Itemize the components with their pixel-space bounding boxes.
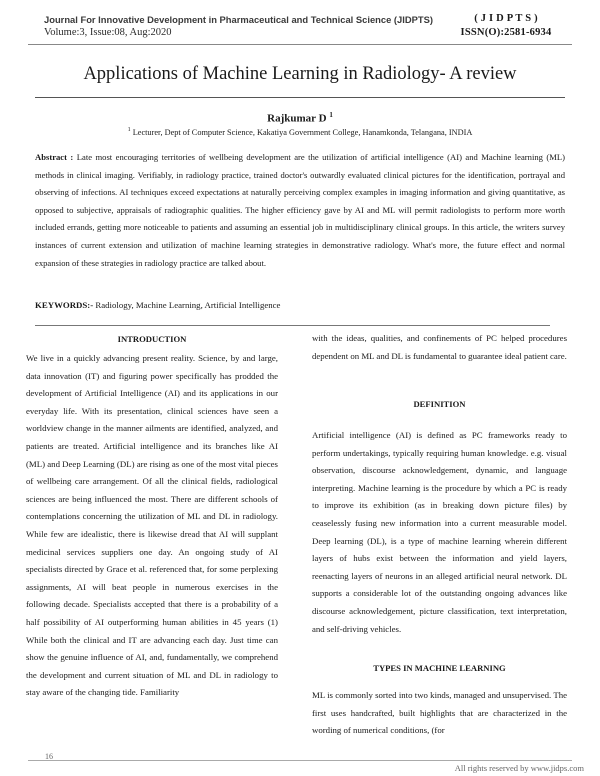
keywords-rule bbox=[35, 325, 550, 326]
abstract-label: Abstract : bbox=[35, 152, 74, 162]
keywords bbox=[35, 300, 280, 310]
author-name: Rajkumar D bbox=[267, 112, 327, 125]
journal-issn: ISSN(O):2581-6934 bbox=[460, 27, 552, 38]
author-sup: 1 bbox=[329, 111, 333, 119]
definition-text: Artificial intelligence (AI) is defined as PC frameworks ready to perform undertakings, typically requiring human knowledge. e.g. visual observation, discourse acknowledgement, dynamic, and language interpreting. Machine learning is the procedure by which a PC is ready to improve its exhibition (as in breaking down picture files) by ceaselessly fusing new information into a current measurable model. Deep learning (DL), is a type of machine learning wherein different layers of hubs exist between the information and yield layers, reenacting layers of neurons in an alleged artificial neural network. DL supports a considerable lot of the outstanding ongoing advances like discourse acknowledgement, picture classification, text interpretation, and self-driving vehicles. bbox=[312, 430, 567, 634]
journal-name: Journal For Innovative Development in Pharmaceutical and Technical Science (JIDPTS) bbox=[44, 14, 433, 25]
abstract bbox=[35, 149, 565, 272]
journal-volume: Volume:3, Issue:08, Aug:2020 bbox=[44, 27, 172, 38]
introduction-text: We live in a quickly advancing present reality. Science, by and large, data innovation (IT) and figuring power specifically has prodded the development of Artificial Intelligence (AI) and its applications in our everyday life. With its presentation, clinical sciences have seen a worldview change in the manner ailments are identified, analyzed, and patients are treated. Artificial intelligence and its branches like AI (ML) and Deep Learning (DL) are rising as one of the most vital pieces of wellbeing care arrangement. Of all the clinical fields, radiological sciences are being influenced the most. There are different schools of contemplations concerning the utilization of ML and DL in radiology. While few are idealistic, there is likewise dread that AI will supplant medicinal services suppliers one day. An ongoing study of AI specialists directed by Grace et al. referenced that, for some perplexing assignments, AI will beat people in numerous exercises in the following decade. Specialists accepted that there is a probability of a half possibility of AI outperforming human abilities in 45 years (1) While both the clinical and IT are advancing each day. Just time can show the genuine influence of AI, and, fundamentally, we comprehend the development and current situation of ML and DL in radiology to stay aware of the changing tide. Familiarity bbox=[26, 353, 278, 698]
footer-rule bbox=[28, 760, 572, 761]
journal-issn-block bbox=[446, 12, 566, 40]
footer-rights: All rights reserved by www.jidps.com bbox=[454, 763, 584, 773]
page-number: 16 bbox=[45, 752, 53, 761]
keywords-label: KEYWORDS:- bbox=[35, 300, 94, 310]
journal-abbr: ( J I D P T S ) bbox=[474, 13, 538, 24]
journal-header bbox=[44, 13, 433, 39]
introduction-heading: INTRODUCTION bbox=[117, 334, 187, 344]
affiliation-sup: 1 bbox=[127, 127, 131, 133]
affiliation: Lecturer, Dept of Computer Science, Kakatiya Government College, Hanamkonda, Telangana, INDIA bbox=[132, 127, 473, 137]
definition-heading: DEFINITION bbox=[413, 399, 466, 409]
affiliation-line bbox=[0, 127, 600, 137]
title-rule bbox=[35, 97, 565, 98]
author-line bbox=[0, 111, 600, 125]
keywords-text: Radiology, Machine Learning, Artificial Intelligence bbox=[95, 300, 281, 310]
header-rule bbox=[28, 44, 572, 45]
types-text: ML is commonly sorted into two kinds, managed and unsupervised. The first uses handcrafted, built highlights that are characterized in the wording of numerical conditions, (for bbox=[312, 690, 567, 736]
paper-title: Applications of Machine Learning in Radiology- A review bbox=[83, 64, 517, 84]
types-heading: TYPES IN MACHINE LEARNING bbox=[373, 663, 506, 673]
intro-continued-text: with the ideas, qualities, and confinements of PC helped procedures dependent on ML and DL is fundamental to guarantee ideal patient care. bbox=[312, 333, 567, 361]
abstract-text: Late most encouraging territories of wellbeing development are the utilization of artificial intelligence (AI) and Machine learning (ML) methods in clinical imaging. Verifiably, in radiology practice, trained doctor's outwardly evaluated clinical pictures for the identification, portrayal and observing of infections. AI techniques exceed expectations at naturally perceiving complex examples in imaging information and giving quantitative, as opposed to subjective, appraisals of radiographic qualities. The higher efficiency gave by AI and ML will permit radiologists to perform more worth included errands, getting more noticeable to patients and assuming an essential job in multidisciplinary clinical groups. In this article, the writers survey instances of current extension and utilization of machine learning strategies in demonstrative radiology. What's more, the future effect and normal expansion of these strategies in radiology practice are talked about. bbox=[35, 152, 565, 268]
